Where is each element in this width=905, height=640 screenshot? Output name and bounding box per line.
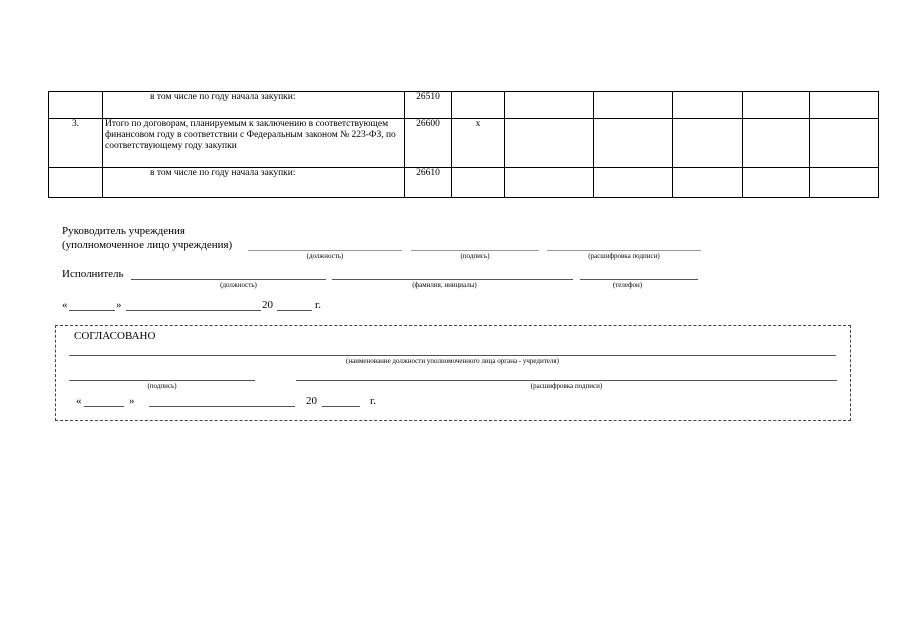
table-cell (810, 92, 879, 119)
table-cell (743, 119, 810, 168)
head-subtitle: (уполномоченное лицо учреждения) (62, 239, 233, 251)
row-code: 26610 (405, 168, 452, 198)
row-description: Итого по договорам, планируемым к заключению в соответствующем финансовом году в соответствии с Федеральным законом № 223-ФЗ, по соответствующему году закупки (103, 119, 405, 168)
row-x-mark: x (452, 119, 505, 168)
procurement-table (48, 91, 879, 198)
date-year-suffix: г. (315, 299, 322, 311)
row-code: 26600 (405, 119, 452, 168)
table-cell (594, 168, 673, 198)
table-cell (743, 168, 810, 198)
table-cell (594, 119, 673, 168)
agreed-date-year-prefix: 20 (306, 395, 317, 407)
row-code: 26510 (405, 92, 452, 119)
date-month-line[interactable] (126, 310, 261, 311)
agreed-date-year-suffix: г. (370, 395, 377, 407)
executor-name-line[interactable] (332, 279, 573, 280)
agreed-caption-signature: (подпись) (147, 382, 177, 390)
head-position-line[interactable] (248, 250, 402, 251)
head-signature-line[interactable] (411, 250, 539, 251)
agreed-date-day-line[interactable] (84, 406, 124, 407)
executor-position-line[interactable] (131, 279, 326, 280)
date-day-line[interactable] (69, 310, 115, 311)
agreed-box (55, 325, 851, 421)
date-close-quote: » (116, 299, 122, 311)
head-title: Руководитель учреждения (62, 225, 185, 237)
agreed-caption-decoding: (расшифровка подписи) (530, 382, 603, 390)
table-cell (673, 168, 743, 198)
agreed-date-close-quote: » (129, 395, 135, 407)
agreed-title: СОГЛАСОВАНО (74, 330, 156, 342)
table-cell (673, 119, 743, 168)
agreed-position-line[interactable] (69, 355, 836, 356)
executor-label: Исполнитель (62, 268, 124, 280)
executor-phone-line[interactable] (580, 279, 698, 280)
table-cell (673, 92, 743, 119)
date-open-quote: « (62, 299, 68, 311)
date-year-prefix: 20 (262, 299, 273, 311)
table-cell (810, 168, 879, 198)
row-x-mark (452, 92, 505, 119)
head-caption-signature: (подпись) (460, 252, 490, 260)
table-cell (594, 92, 673, 119)
agreed-date-year-line[interactable] (322, 406, 360, 407)
row-x-mark (452, 168, 505, 198)
executor-caption-phone: (телефон) (612, 281, 643, 289)
date-year-line[interactable] (277, 310, 312, 311)
table-cell (505, 168, 594, 198)
agreed-date-month-line[interactable] (149, 406, 295, 407)
row-description: в том числе по году начала закупки: (103, 92, 405, 119)
table-cell (743, 92, 810, 119)
row-number: 3. (49, 119, 103, 168)
table-cell (505, 119, 594, 168)
head-caption-position: (должность) (306, 252, 344, 260)
head-decoding-line[interactable] (547, 250, 701, 251)
agreed-decoding-line[interactable] (296, 380, 837, 381)
table-row (49, 119, 879, 168)
table-cell (505, 92, 594, 119)
row-description: в том числе по году начала закупки: (103, 168, 405, 198)
agreed-date-open-quote: « (76, 395, 82, 407)
agreed-signature-line[interactable] (69, 380, 255, 381)
row-number (49, 168, 103, 198)
table-row (49, 92, 879, 119)
table-row (49, 168, 879, 198)
row-number (49, 92, 103, 119)
executor-caption-name: (фамилия, инициалы) (412, 281, 477, 289)
table-cell (810, 119, 879, 168)
executor-caption-position: (должность) (220, 281, 257, 289)
head-caption-decoding: (расшифровка подписи) (588, 252, 660, 260)
agreed-caption-position: (наименование должности уполномоченного лица органа - учредителя) (346, 357, 559, 365)
